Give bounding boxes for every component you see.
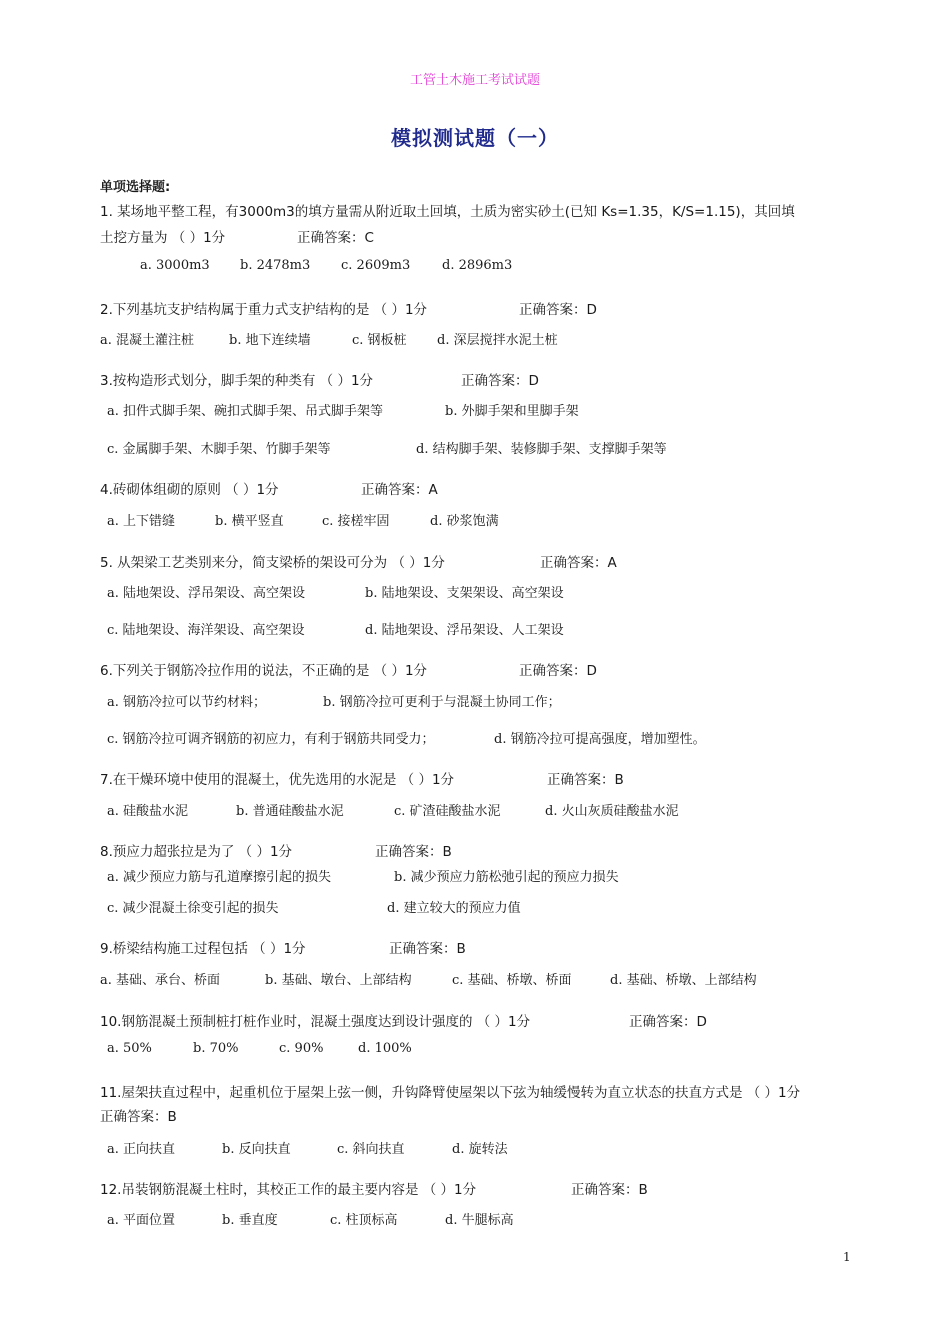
question-7-option-b: b. 普通硅酸盐水泥 bbox=[236, 804, 344, 819]
question-11-option-b: b. 反向扶直 bbox=[222, 1142, 291, 1157]
question-8-answer: 正确答案：B bbox=[375, 844, 452, 860]
page-number: 1 bbox=[843, 1250, 851, 1264]
question-3-option-c: c. 金属脚手架、木脚手架、竹脚手架等 bbox=[107, 442, 331, 457]
question-5-option-c: c. 陆地架设、海洋架设、高空架设 bbox=[107, 623, 305, 638]
question-7-text: 7.在干燥环境中使用的混凝土，优先选用的水泥是 （ ）1分 bbox=[100, 772, 455, 788]
question-10-option-b: b. 70% bbox=[193, 1041, 239, 1056]
question-11-option-c: c. 斜向扶直 bbox=[337, 1142, 405, 1157]
question-9-option-b: b. 基础、墩台、上部结构 bbox=[265, 973, 412, 988]
question-4-option-b: b. 横平竖直 bbox=[215, 514, 284, 529]
question-12-option-d: d. 牛腿标高 bbox=[445, 1213, 514, 1228]
question-6-text: 6.下列关于钢筋冷拉作用的说法，不正确的是 （ ）1分 bbox=[100, 663, 428, 679]
question-5-answer: 正确答案：A bbox=[540, 555, 617, 571]
question-9-option-d: d. 基础、桥墩、上部结构 bbox=[610, 973, 757, 988]
question-11-answer: 正确答案：B bbox=[100, 1109, 177, 1125]
question-6-option-d: d. 钢筋冷拉可提高强度，增加塑性。 bbox=[494, 732, 706, 747]
question-5-option-d: d. 陆地架设、浮吊架设、人工架设 bbox=[365, 623, 564, 638]
question-2-option-a: a. 混凝土灌注桩 bbox=[100, 333, 195, 348]
question-9-text: 9.桥梁结构施工过程包括 （ ）1分 bbox=[100, 941, 306, 957]
question-4-option-d: d. 砂浆饱满 bbox=[430, 514, 499, 529]
question-9-option-a: a. 基础、承台、桥面 bbox=[100, 973, 221, 988]
document-header: 工管土木施工考试试题 bbox=[409, 73, 540, 88]
question-7-option-d: d. 火山灰质硅酸盐水泥 bbox=[545, 804, 679, 819]
question-8-option-a: a. 减少预应力筋与孔道摩擦引起的损失 bbox=[107, 870, 332, 885]
question-1-text-line1: 1. 某场地平整工程，有3000m3的填方量需从附近取土回填，土质为密实砂土(已知 Ks=1.35，K/S=1.15)，其回填 bbox=[100, 204, 795, 220]
question-4-answer: 正确答案：A bbox=[361, 482, 438, 498]
question-8-option-b: b. 减少预应力筋松弛引起的预应力损失 bbox=[394, 870, 619, 885]
question-2-option-d: d. 深层搅拌水泥土桩 bbox=[437, 333, 558, 348]
question-5-option-b: b. 陆地架设、支架架设、高空架设 bbox=[365, 586, 564, 601]
question-4-option-c: c. 接槎牢固 bbox=[322, 514, 390, 529]
question-7-option-a: a. 硅酸盐水泥 bbox=[107, 804, 189, 819]
question-2-text: 2.下列基坑支护结构属于重力式支护结构的是 （ ）1分 bbox=[100, 302, 428, 318]
question-12-answer: 正确答案：B bbox=[571, 1182, 648, 1198]
question-12-text: 12.吊装钢筋混凝土柱时，其校正工作的最主要内容是 （ ）1分 bbox=[100, 1182, 477, 1198]
question-2-answer: 正确答案：D bbox=[519, 302, 597, 318]
question-9-answer: 正确答案：B bbox=[389, 941, 466, 957]
question-1-option-d: d. 2896m3 bbox=[442, 258, 513, 273]
question-6-option-b: b. 钢筋冷拉可更利于与混凝土协同工作； bbox=[323, 695, 561, 710]
question-11-option-a: a. 正向扶直 bbox=[107, 1142, 176, 1157]
question-5-text: 5. 从架梁工艺类别来分，简支梁桥的架设可分为 （ ）1分 bbox=[100, 555, 445, 571]
question-1-answer: 正确答案：C bbox=[297, 230, 374, 246]
section-heading: 单项选择题: bbox=[100, 180, 171, 195]
question-2-option-b: b. 地下连续墙 bbox=[229, 333, 311, 348]
question-3-answer: 正确答案：D bbox=[461, 373, 539, 389]
question-8-text: 8.预应力超张拉是为了 （ ）1分 bbox=[100, 844, 293, 860]
question-1-option-b: b. 2478m3 bbox=[240, 258, 311, 273]
question-1-text-line2: 土挖方量为 （ ）1分 bbox=[100, 230, 226, 246]
question-10-option-c: c. 90% bbox=[279, 1041, 324, 1056]
question-5-option-a: a. 陆地架设、浮吊架设、高空架设 bbox=[107, 586, 306, 601]
question-2-option-c: c. 钢板桩 bbox=[352, 333, 407, 348]
question-7-option-c: c. 矿渣硅酸盐水泥 bbox=[394, 804, 501, 819]
question-1-option-a: a. 3000m3 bbox=[140, 258, 210, 273]
question-10-text: 10.钢筋混凝土预制桩打桩作业时，混凝土强度达到设计强度的 （ ）1分 bbox=[100, 1014, 531, 1030]
question-3-option-d: d. 结构脚手架、装修脚手架、支撑脚手架等 bbox=[416, 442, 667, 457]
question-3-text: 3.按构造形式划分，脚手架的种类有 （ ）1分 bbox=[100, 373, 374, 389]
question-6-option-a: a. 钢筋冷拉可以节约材料； bbox=[107, 695, 267, 710]
question-10-option-d: d. 100% bbox=[358, 1041, 412, 1056]
page-title: 模拟测试题（一） bbox=[391, 126, 559, 150]
question-11-text: 11.屋架扶直过程中，起重机位于屋架上弦一侧，升钩降臂使屋架以下弦为轴缓慢转为直立状态的扶直方式是 （ ）1分 bbox=[100, 1085, 801, 1101]
question-12-option-a: a. 平面位置 bbox=[107, 1213, 176, 1228]
question-6-option-c: c. 钢筋冷拉可调齐钢筋的初应力，有利于钢筋共同受力； bbox=[107, 732, 435, 747]
question-7-answer: 正确答案：B bbox=[547, 772, 624, 788]
question-10-option-a: a. 50% bbox=[107, 1041, 152, 1056]
question-1-option-c: c. 2609m3 bbox=[341, 258, 411, 273]
question-8-option-c: c. 减少混凝土徐变引起的损失 bbox=[107, 901, 279, 916]
question-4-text: 4.砖砌体组砌的原则 （ ）1分 bbox=[100, 482, 279, 498]
question-11-option-d: d. 旋转法 bbox=[452, 1142, 508, 1157]
question-9-option-c: c. 基础、桥墩、桥面 bbox=[452, 973, 572, 988]
question-10-answer: 正确答案：D bbox=[629, 1014, 707, 1030]
question-8-option-d: d. 建立较大的预应力值 bbox=[387, 901, 521, 916]
question-6-answer: 正确答案：D bbox=[519, 663, 597, 679]
question-12-option-b: b. 垂直度 bbox=[222, 1213, 278, 1228]
question-3-option-a: a. 扣件式脚手架、碗扣式脚手架、吊式脚手架等 bbox=[107, 404, 384, 419]
question-4-option-a: a. 上下错缝 bbox=[107, 514, 176, 529]
question-12-option-c: c. 柱顶标高 bbox=[330, 1213, 398, 1228]
question-3-option-b: b. 外脚手架和里脚手架 bbox=[445, 404, 579, 419]
